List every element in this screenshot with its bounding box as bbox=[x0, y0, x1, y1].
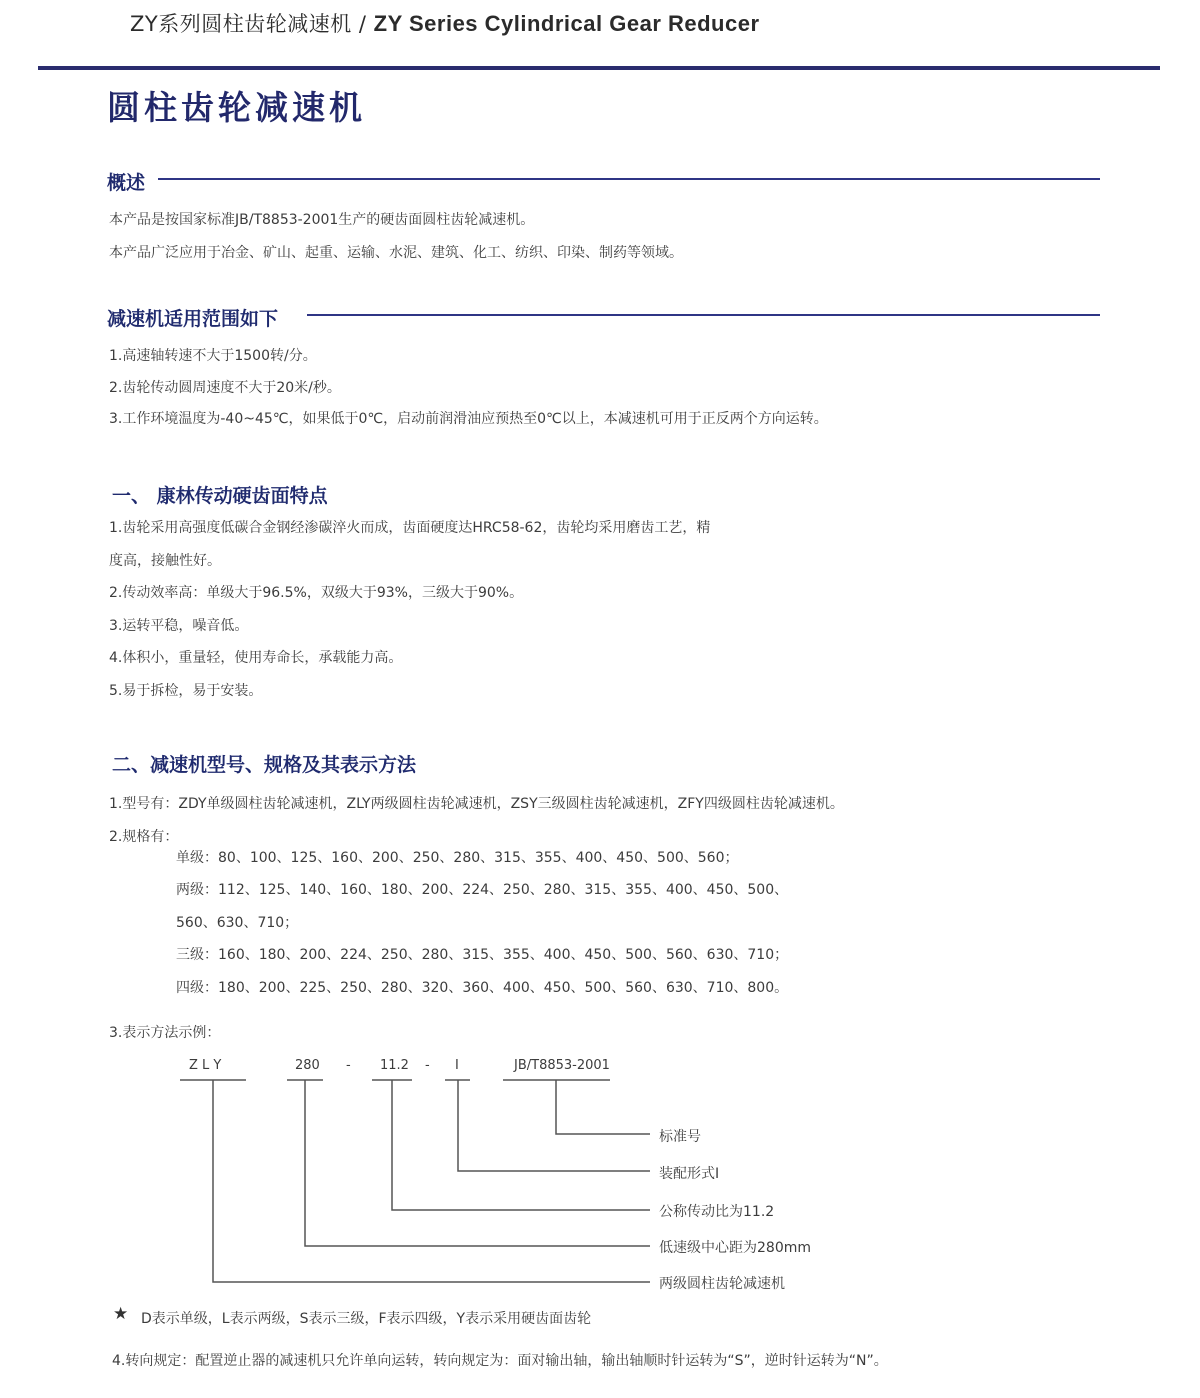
page-title: 圆柱齿轮减速机 bbox=[107, 88, 366, 127]
label-assembly: 装配形式I bbox=[659, 1166, 720, 1182]
overview-line-2: 本产品广泛应用于冶金、矿山、起重、运输、水泥、建筑、化工、纺织、印染、制药等领域。 bbox=[109, 245, 683, 261]
code-assembly: I bbox=[455, 1058, 459, 1073]
example-title: 3.表示方法示例： bbox=[109, 1025, 221, 1041]
code-dash-2: - bbox=[425, 1058, 430, 1073]
scope-heading: 减速机适用范围如下 bbox=[107, 308, 279, 330]
scope-line-1: 1.高速轴转速不大于1500转/分。 bbox=[109, 348, 317, 364]
spec-line-2: 两级：112、125、140、160、180、200、224、250、280、315、355、400、450、500、 bbox=[176, 882, 789, 898]
features-line-2: 度高，接触性好。 bbox=[109, 553, 221, 569]
code-dash-1: - bbox=[346, 1058, 351, 1073]
spec-line-1: 单级：80、100、125、160、200、250、280、315、355、400、450、500、560； bbox=[176, 850, 739, 866]
code-zly: Z L Y bbox=[189, 1058, 222, 1073]
leader-ratio bbox=[392, 1080, 650, 1210]
header-en: ZY Series Cylindrical Gear Reducer bbox=[373, 11, 760, 36]
scope-line-3: 3.工作环境温度为-40~45℃，如果低于0℃，启动前润滑油应预热至0℃以上，本减速机可用于正反两个方向运转。 bbox=[109, 411, 828, 427]
label-standard: 标准号 bbox=[659, 1129, 701, 1145]
leader-size bbox=[305, 1080, 650, 1246]
features-line-1: 1.齿轮采用高强度低碳合金钢经渗碳淬火而成，齿面硬度达HRC58-62，齿轮均采用磨齿工艺，精 bbox=[109, 520, 711, 536]
features-line-6: 5.易于拆检，易于安装。 bbox=[109, 683, 263, 699]
header-cn: ZY系列圆柱齿轮减速机 bbox=[130, 12, 352, 36]
label-size: 低速级中心距为280mm bbox=[659, 1240, 811, 1256]
rotation-rule: 4.转向规定：配置逆止器的减速机只允许单向运转，转向规定为：面对输出轴，输出轴顺时针运转为“S”，逆时针运转为“N”。 bbox=[112, 1353, 888, 1369]
leader-standard bbox=[556, 1080, 650, 1134]
scope-line-2: 2.齿轮传动圆周速度不大于20米/秒。 bbox=[109, 380, 341, 396]
leader-zly bbox=[213, 1080, 650, 1282]
note-text: D表示单级，L表示两级，S表示三级，F表示四级，Y表示采用硬齿面齿轮 bbox=[141, 1311, 592, 1327]
overview-heading: 概述 bbox=[107, 172, 146, 194]
leader-assembly bbox=[458, 1080, 650, 1171]
features-line-5: 4.体积小，重量轻，使用寿命长，承载能力高。 bbox=[109, 650, 403, 666]
models-types: 1.型号有：ZDY单级圆柱齿轮减速机，ZLY两级圆柱齿轮减速机，ZSY三级圆柱齿轮减速机，ZFY四级圆柱齿轮减速机。 bbox=[109, 796, 844, 812]
star-icon: ★ bbox=[113, 1304, 129, 1324]
code-size: 280 bbox=[295, 1058, 320, 1073]
features-line-3: 2.传动效率高：单级大于96.5%，双级大于93%，三级大于90%。 bbox=[109, 585, 524, 601]
models-heading: 二、减速机型号、规格及其表示方法 bbox=[112, 754, 417, 776]
features-line-4: 3.运转平稳，噪音低。 bbox=[109, 618, 249, 634]
overview-line-1: 本产品是按国家标准JB/T8853-2001生产的硬齿面圆柱齿轮减速机。 bbox=[109, 212, 535, 228]
spec-line-4: 三级：160、180、200、224、250、280、315、355、400、450、500、560、630、710； bbox=[176, 947, 789, 963]
label-ratio: 公称传动比为11.2 bbox=[659, 1204, 775, 1220]
specs-title: 2.规格有： bbox=[109, 829, 179, 845]
features-heading: 一、 康林传动硬齿面特点 bbox=[112, 485, 328, 507]
spec-line-5: 四级：180、200、225、250、280、320、360、400、450、500、560、630、710、800。 bbox=[176, 980, 789, 996]
code-ratio: 11.2 bbox=[380, 1058, 409, 1073]
header-separator: / bbox=[351, 12, 374, 36]
spec-line-3: 560、630、710； bbox=[176, 915, 299, 931]
code-standard: JB/T8853-2001 bbox=[514, 1058, 610, 1073]
label-type: 两级圆柱齿轮减速机 bbox=[659, 1276, 785, 1292]
